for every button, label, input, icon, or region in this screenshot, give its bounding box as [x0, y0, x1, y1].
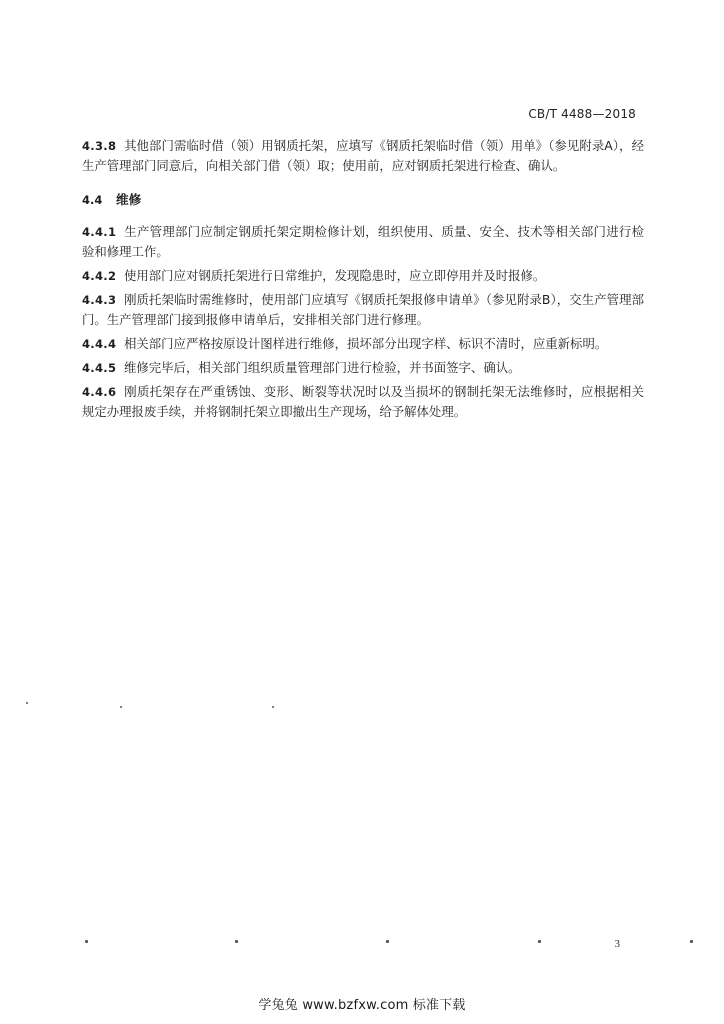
clause-4-4-5 [82, 358, 644, 378]
clause-text: 刚质托架存在严重锈蚀、变形、断裂等状况时以及当损坏的钢制托架无法维修时，应根据相关规定办理报废手续，并将钢制托架立即撤出生产现场，给予解体处理。 [82, 384, 644, 419]
clause-text: 使用部门应对钢质托架进行日常维护，发现隐患时，应立即停用并及时报修。 [124, 268, 546, 283]
clause-4-4-1 [82, 222, 644, 262]
clause-number: 4.4.2 [82, 269, 117, 283]
scan-speck [26, 702, 28, 704]
scan-speck [690, 940, 693, 943]
clause-4-4-2 [82, 266, 644, 286]
scan-speck [235, 940, 238, 943]
section-number: 4.4 [82, 193, 103, 207]
scan-speck [85, 940, 88, 943]
scan-speck [120, 706, 122, 708]
clause-number: 4.3.8 [82, 139, 117, 153]
clause-text: 生产管理部门应制定钢质托架定期检修计划，组织使用、质量、安全、技术等相关部门进行检验和修理工作。 [82, 224, 644, 259]
clause-4-4-3 [82, 290, 644, 330]
clause-4-4-6 [82, 382, 644, 422]
clause-text: 其他部门需临时借（领）用钢质托架，应填写《钢质托架临时借（领）用单》（参见附录A），经生产管理部门同意后，向相关部门借（领）取；使用前，应对钢质托架进行检查、确认。 [82, 138, 644, 173]
clause-text: 相关部门应严格按原设计图样进行维修，损坏部分出现字样、标识不清时，应重新标明。 [124, 336, 608, 351]
footer-watermark: 学兔兔 www.bzfxw.com 标准下载 [258, 998, 466, 1013]
page-number: 3 [614, 938, 620, 950]
document-body [82, 136, 644, 426]
scan-speck [538, 940, 541, 943]
section-heading-4-4 [82, 190, 644, 210]
clause-text: 刚质托架临时需维修时，使用部门应填写《钢质托架报修申请单》（参见附录B），交生产管理部门。生产管理部门接到报修申请单后，安排相关部门进行修理。 [82, 292, 644, 327]
clause-4-3-8 [82, 136, 644, 176]
clause-number: 4.4.1 [82, 225, 117, 239]
section-title: 维修 [116, 192, 142, 207]
scan-speck [386, 940, 389, 943]
clause-number: 4.4.3 [82, 293, 117, 307]
scan-speck [272, 706, 274, 708]
clause-text: 维修完毕后，相关部门组织质量管理部门进行检验，并书面签字、确认。 [124, 360, 521, 375]
standard-code-header: CB/T 4488—2018 [528, 107, 636, 121]
clause-number: 4.4.6 [82, 385, 117, 399]
clause-number: 4.4.5 [82, 361, 117, 375]
clause-4-4-4 [82, 334, 644, 354]
clause-number: 4.4.4 [82, 337, 117, 351]
